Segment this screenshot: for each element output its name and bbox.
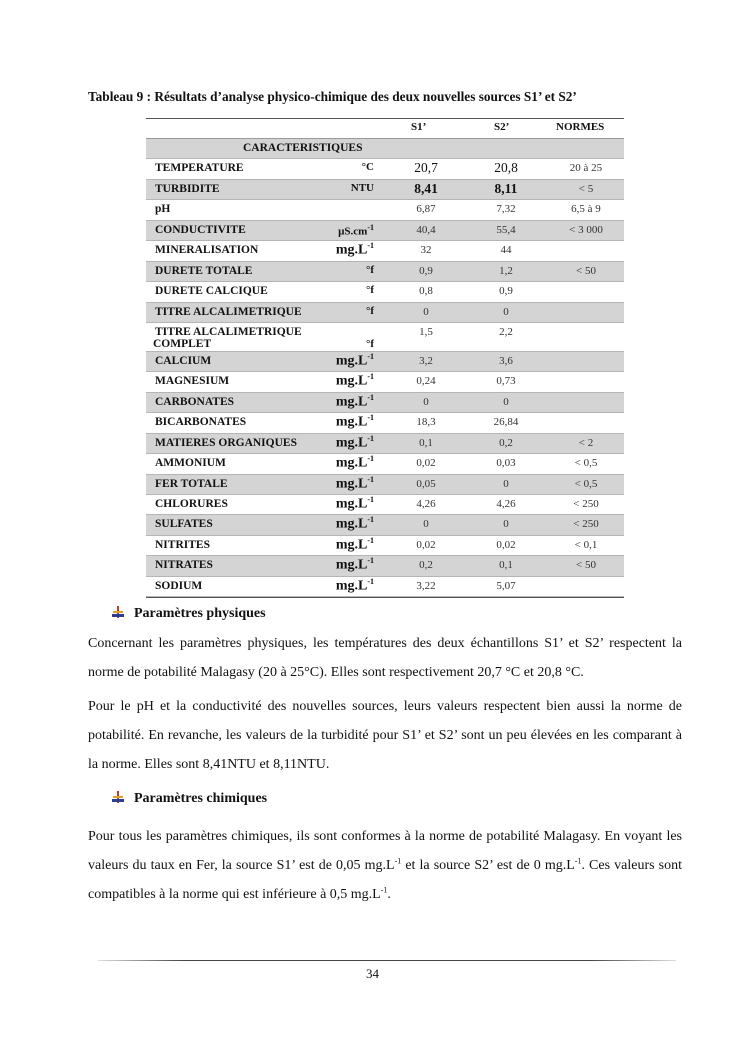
row-s1-value: 0,1: [419, 436, 433, 449]
row-unit-exponent: -1: [367, 351, 374, 361]
row-unit: [336, 454, 374, 472]
row-unit-text: °f: [365, 337, 374, 350]
section-chimique-label: Paramètres chimiques: [134, 791, 268, 806]
row-unit-text: mg.L: [335, 455, 368, 471]
row-name-line2: COMPLET: [153, 337, 212, 350]
paragraph-chimique-text-b: et la source S2’ est de 0 mg.L: [401, 858, 575, 873]
table-row: [146, 282, 624, 302]
row-unit: [366, 338, 374, 350]
row-name: DURETE CALCIQUE: [155, 285, 268, 298]
row-unit-exponent: -1: [367, 556, 374, 566]
row-unit: [366, 305, 374, 317]
row-name: BICARBONATES: [155, 416, 247, 429]
row-name: DURETE TOTALE: [155, 264, 253, 277]
header-s1: S1’: [411, 121, 427, 133]
table-subheader-row: [146, 139, 624, 159]
row-unit: [336, 372, 374, 390]
paragraph-chimique-text-a: Pour tous les paramètres chimiques, ils sont conformes à la norme de potabilité Malagasy. En voyant les valeurs du taux en Fer, la source S1’ est de 0,05 mg.L: [88, 829, 682, 873]
row-unit: [336, 577, 374, 595]
row-s2-value: 26,84: [493, 416, 519, 429]
row-s1-value: 32: [420, 244, 432, 257]
row-unit: [336, 241, 374, 259]
row-norme-value: < 250: [573, 498, 599, 510]
row-unit-exponent: -1: [367, 241, 374, 251]
row-unit: [336, 352, 374, 370]
row-name: MINERALISATION: [155, 244, 259, 257]
row-unit: [362, 161, 374, 173]
row-unit: [336, 515, 374, 533]
row-s2-value: 8,11: [494, 180, 518, 196]
header-s2: S2’: [494, 121, 510, 133]
table-row: [146, 475, 624, 495]
row-unit-text: mg.L: [335, 496, 368, 512]
row-s2-value: 1,2: [499, 264, 513, 277]
row-s2-value: 0,1: [499, 559, 513, 572]
row-s1-value: 0,9: [419, 264, 433, 277]
row-name: pH: [155, 203, 171, 216]
row-norme-value: 20 à 25: [569, 162, 603, 175]
header-characteristics: CARACTERISTIQUES: [243, 142, 363, 154]
row-s1-value: 3,2: [419, 354, 433, 367]
section-chimique-title: [112, 790, 267, 807]
row-s1-value: 40,4: [416, 223, 436, 236]
row-s2-value: 5,07: [496, 579, 516, 592]
row-norme-value: < 250: [573, 518, 599, 531]
row-s1-value: 0,8: [419, 285, 433, 298]
row-s1-value: 3,22: [416, 579, 436, 592]
row-s1-value: 0,02: [416, 457, 436, 470]
row-norme-value: < 50: [576, 264, 596, 277]
row-norme-value: < 5: [578, 182, 594, 195]
row-unit: [336, 536, 374, 554]
row-s1-value: 0,05: [416, 477, 436, 490]
row-unit-text: mg.L: [335, 435, 368, 451]
row-s1-value: 1,5: [419, 325, 433, 338]
table-body: [146, 159, 624, 597]
table-row: [146, 262, 624, 282]
row-unit: [366, 264, 374, 276]
table-row: [146, 577, 624, 597]
header-normes: NORMES: [556, 121, 605, 133]
table-row: [146, 159, 624, 179]
row-s2-value: 55,4: [496, 223, 516, 236]
row-unit-exponent: -1: [367, 454, 374, 464]
results-table: [146, 118, 624, 598]
row-s2-value: 2,2: [499, 325, 513, 338]
row-name: AMMONIUM: [155, 457, 226, 470]
table-row: [146, 536, 624, 556]
row-name: TITRE ALCALIMETRIQUE: [155, 325, 302, 338]
section-physique-label: Paramètres physiques: [134, 606, 266, 621]
row-s1-value: 18,3: [416, 416, 436, 429]
row-norme-value: < 50: [576, 559, 596, 572]
row-s1-value: 20,7: [414, 160, 438, 176]
row-name: TURBIDITE: [155, 182, 220, 195]
table-row: [146, 393, 624, 413]
row-unit: [336, 434, 374, 452]
row-norme-value: < 0,5: [574, 457, 598, 470]
row-s2-value: 44: [500, 244, 512, 257]
superscript: -1: [574, 856, 582, 866]
table-row: [146, 372, 624, 392]
row-unit-exponent: -1: [367, 576, 374, 586]
row-name: TITRE ALCALIMETRIQUE: [155, 305, 302, 318]
row-unit-text: mg.L: [335, 394, 368, 410]
row-unit: [336, 556, 374, 574]
row-unit-exponent: -1: [367, 474, 374, 484]
row-norme-value: 6,5 à 9: [571, 203, 601, 216]
row-s2-value: 0: [503, 395, 509, 408]
row-s2-value: 3,6: [499, 354, 513, 367]
row-s2-value: 0,73: [496, 375, 516, 388]
row-s2-value: 0: [503, 477, 509, 490]
table-header-row: [146, 119, 624, 139]
table-row: [146, 515, 624, 535]
row-name: NITRITES: [155, 538, 210, 551]
row-unit-text: mg.L: [335, 374, 368, 390]
row-name: CARBONATES: [155, 395, 235, 408]
row-unit-text: mg.L: [335, 242, 368, 258]
row-norme-value: < 0,1: [574, 538, 598, 551]
row-s1-value: 6,87: [416, 203, 436, 216]
row-unit-text: NTU: [350, 181, 374, 194]
table-row: [146, 413, 624, 433]
row-name: TEMPERATURE: [155, 162, 244, 175]
row-s2-value: 20,8: [494, 160, 518, 176]
row-s2-value: 0,03: [496, 457, 516, 470]
row-name: MATIERES ORGANIQUES: [155, 436, 297, 449]
table-row: [146, 323, 624, 352]
row-s1-value: 0: [423, 518, 429, 531]
table-row: [146, 221, 624, 241]
row-unit-exponent: -1: [367, 392, 374, 402]
bullet-icon: [112, 791, 124, 803]
row-unit-exponent: -1: [367, 535, 374, 545]
row-unit-text: °f: [365, 263, 374, 276]
row-name: MAGNESIUM: [155, 375, 230, 388]
row-s2-value: 7,32: [496, 203, 516, 216]
row-unit-text: mg.L: [335, 414, 368, 430]
row-s1-value: 0,2: [419, 559, 433, 572]
row-unit-text: mg.L: [335, 476, 368, 492]
row-s2-value: 0: [503, 518, 509, 531]
table-row: [146, 241, 624, 261]
table-row: [146, 495, 624, 515]
row-unit: [338, 223, 374, 238]
row-unit-exponent: -1: [367, 433, 374, 443]
page-number: 34: [366, 966, 379, 981]
row-s2-value: 4,26: [496, 498, 516, 510]
row-name: SODIUM: [155, 579, 203, 592]
row-norme-value: < 2: [578, 436, 594, 449]
row-unit-text: mg.L: [335, 517, 368, 533]
bullet-icon: [112, 606, 124, 618]
table-row: [146, 454, 624, 474]
table-row: [146, 434, 624, 454]
row-name: CALCIUM: [155, 354, 212, 367]
row-s1-value: 0: [423, 395, 429, 408]
row-norme-value: < 3 000: [569, 223, 603, 236]
row-unit-text: µS.cm: [338, 225, 368, 238]
row-unit: [336, 495, 374, 513]
row-unit: [336, 475, 374, 493]
row-unit: [366, 284, 374, 296]
paragraph-chimique-text-d: .: [387, 887, 391, 902]
table-row: [146, 180, 624, 200]
row-unit: [351, 182, 374, 194]
row-norme-value: < 0,5: [574, 477, 598, 490]
paragraph-chimique-1: [88, 822, 682, 909]
row-name: CHLORURES: [155, 498, 228, 510]
row-unit-text: °f: [365, 284, 374, 297]
table-caption: Tableau 9 : Résultats d’analyse physico-chimique des deux nouvelles sources S1’ et S2’: [88, 89, 577, 104]
footer-divider: [98, 960, 676, 961]
row-unit-text: °C: [361, 161, 374, 174]
row-s2-value: 0,2: [499, 436, 513, 449]
row-unit-text: mg.L: [335, 537, 368, 553]
table-row: [146, 303, 624, 323]
row-s1-value: 0,02: [416, 538, 436, 551]
row-unit-text: mg.L: [335, 353, 368, 369]
row-unit-exponent: -1: [367, 495, 374, 504]
table-row: [146, 352, 624, 372]
row-name: SULFATES: [155, 518, 213, 531]
row-unit-exponent: -1: [367, 222, 374, 232]
row-unit: [336, 413, 374, 431]
paragraph-physique-2: Pour le pH et la conductivité des nouvelles sources, leurs valeurs respectent bien aussi la norme de potabilité. En revanche, les valeurs de la turbidité pour S1’ et S2’ sont un peu élevées en les comparant à la norme. Elles sont 8,41NTU et 8,11NTU.: [88, 699, 682, 772]
superscript: -1: [394, 856, 402, 866]
paragraph-chimique-text-c: . Ces valeurs sont compatibles à la norme qui est inférieure à 0,5 mg.L: [88, 858, 682, 902]
row-s2-value: 0,9: [499, 285, 513, 298]
row-name: CONDUCTIVITE: [155, 223, 246, 236]
superscript: -1: [380, 885, 388, 895]
table-row: [146, 556, 624, 576]
paragraph-physique-1: Concernant les paramètres physiques, les températures des deux échantillons S1’ et S2’ respectent la norme de potabilité Malagasy (20 à 25°C). Elles sont respectivement 20,7 °C et 20,8 °C.: [88, 636, 682, 680]
row-name: FER TOTALE: [155, 477, 228, 490]
row-s2-value: 0,02: [496, 538, 516, 551]
row-unit-text: mg.L: [335, 578, 368, 594]
row-unit-exponent: -1: [367, 372, 374, 382]
row-unit: [336, 393, 374, 411]
row-s2-value: 0: [503, 305, 509, 318]
row-unit-text: mg.L: [335, 557, 368, 573]
row-s1-value: 0: [423, 305, 429, 318]
row-s1-value: 8,41: [414, 180, 438, 196]
row-unit-text: °f: [365, 304, 374, 317]
table-row: [146, 200, 624, 220]
row-s1-value: 0,24: [416, 375, 436, 388]
row-unit-exponent: -1: [367, 413, 374, 423]
row-name: NITRATES: [155, 559, 213, 572]
row-unit-exponent: -1: [367, 515, 374, 525]
row-s1-value: 4,26: [416, 498, 436, 510]
section-physique-title: [112, 605, 266, 622]
